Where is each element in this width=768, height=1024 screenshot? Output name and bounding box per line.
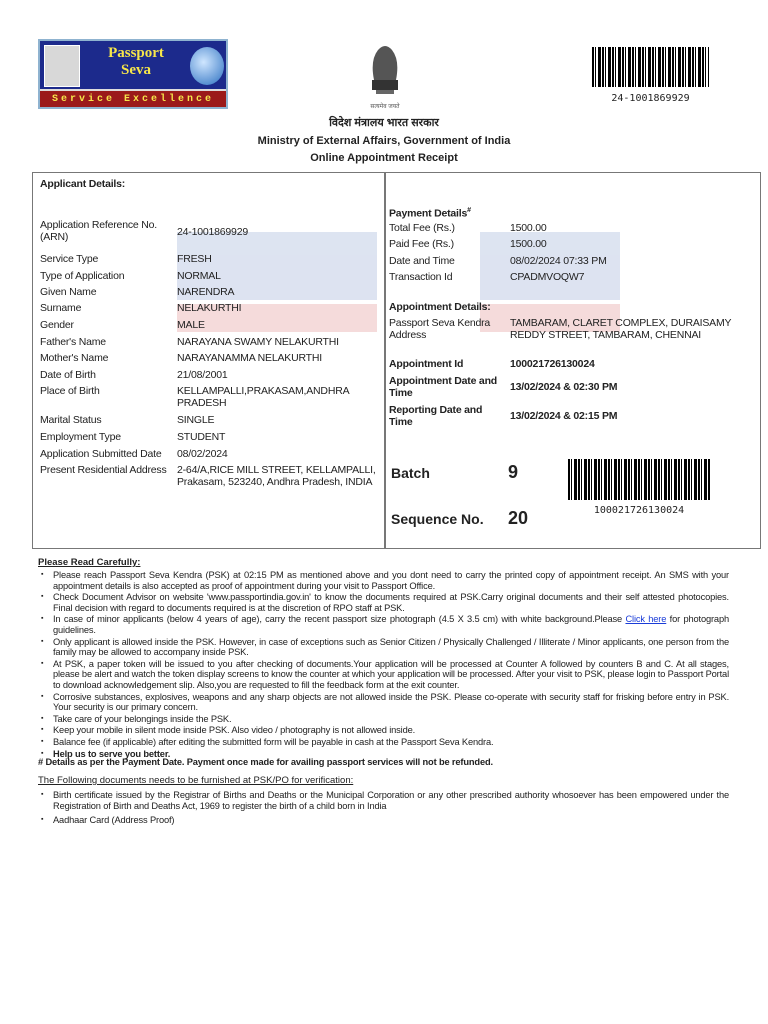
instruction-item: ▪ Corrosive substances, explosives, weapons and any sharp objects are not allowed inside the PSK. Please co-operate with security staff for frisking before entry in PSK. Your security is our primary concern. xyxy=(32,692,729,713)
appointment-barcode xyxy=(568,459,710,500)
applicant-field-label: Type of Application xyxy=(40,270,125,282)
payment-heading xyxy=(389,205,471,220)
click-here-suffix: for photograph guidelines. xyxy=(53,614,729,635)
footnote-mark: # xyxy=(467,207,471,214)
payment-field-label: Date and Time xyxy=(389,255,455,267)
applicant-field-value: NORMAL xyxy=(177,270,221,282)
psk-address-label: Passport Seva Kendra Address xyxy=(389,317,491,341)
emblem-motto: सत्यमेव जयते xyxy=(370,104,400,110)
appointment-field-value: 13/02/2024 & 02:15 PM xyxy=(510,410,618,422)
appointment-heading: Appointment Details: xyxy=(389,301,491,313)
globe-icon xyxy=(190,47,224,85)
logo-text: Passport xyxy=(108,45,164,61)
appointment-barcode-text: 100021726130024 xyxy=(593,505,685,516)
applicant-field-label: Application Submitted Date xyxy=(40,448,162,460)
instruction-item: ▪ Check Document Advisor on website 'www.passportindia.gov.in' to know the documents required at PSK.Carry original documents and their self attested photocopies. Final decision with regard to documents required is at the discretion of RPO staff at PSK. xyxy=(32,592,729,613)
applicant-field-value: MALE xyxy=(177,319,205,331)
applicant-field-value: NARENDRA xyxy=(177,286,235,298)
applicant-heading: Applicant Details: xyxy=(40,178,126,190)
instruction-item: ▪ Only applicant is allowed inside the PSK. However, in case of exceptions such as Senior Citizen / Physically Challenged / Illiterate / Minor applicants, one person from the family may be allowed to accompany inside PSK. xyxy=(32,637,729,658)
document-item: ▪ Birth certificate issued by the Registrar of Births and Deaths or the Municipal Corporation or any other prescribed authority whosoever has been empowered under the Registration of Birth and Deaths Act, 1969 to register the birth of a child born in India xyxy=(32,790,729,811)
national-emblem-icon xyxy=(362,40,408,102)
applicant-field-label: Mother's Name xyxy=(40,352,109,364)
documents-heading: The Following documents needs to be furnished at PSK/PO for verification: xyxy=(38,775,354,786)
applicant-field-label: Father's Name xyxy=(40,336,106,348)
instruction-item: ▪ At PSK, a paper token will be issued to you after checking of documents.Your application will be processed at Counter A followed by counters B and C. At all stages, please be alert and watch the token display screens to know the counter at which your application will be processed. After your visit to PSK, please login to Passport Portal to download acknowledgement slip. Also,you are requested to fill the feedback form at the exit counter. xyxy=(32,659,729,691)
payment-field-label: Total Fee (Rs.) xyxy=(389,222,455,234)
instruction-item: ▪ Balance fee (if applicable) after editing the submitted form will be payable in cash at the Passport Seva Kendra. xyxy=(32,737,729,748)
payment-field-value: 08/02/2024 07:33 PM xyxy=(510,255,607,267)
appointment-field-value: 100021726130024 xyxy=(510,358,595,370)
psk-address-value: TAMBARAM, CLARET COMPLEX, DURAISAMY REDDY STREET, TAMBARAM, CHENNAI xyxy=(510,317,732,341)
logo-band: Service Excellence xyxy=(40,89,226,107)
instructions-heading: Please Read Carefully: xyxy=(38,557,141,568)
payment-field-value: 1500.00 xyxy=(510,238,547,250)
arn-barcode xyxy=(592,47,709,87)
sequence-value: 20 xyxy=(508,508,529,528)
batch-value: 9 xyxy=(508,462,519,482)
ministry-name: Ministry of External Affairs, Government of India xyxy=(257,135,511,147)
payment-field-label: Transaction Id xyxy=(389,271,453,283)
applicant-field-value: NARAYANA SWAMY NELAKURTHI xyxy=(177,336,339,348)
applicant-field-label: Place of Birth xyxy=(40,385,100,397)
divider xyxy=(384,172,386,549)
instructions-list xyxy=(32,570,729,760)
instruction-item: ▪ Take care of your belongings inside the PSK. xyxy=(32,714,729,725)
watermark-logo xyxy=(177,232,377,332)
click-here-link[interactable]: Click here xyxy=(625,614,667,625)
applicant-field-value: NELAKURTHI xyxy=(177,302,242,314)
applicant-field-value: 21/08/2001 xyxy=(177,369,228,381)
refund-note: # Details as per the Payment Date. Payment once made for availing passport services will not be refunded. xyxy=(38,757,493,767)
page-title: Online Appointment Receipt xyxy=(310,152,458,164)
appointment-field-label: Reporting Date and Time xyxy=(389,404,483,428)
applicant-field-label: Given Name xyxy=(40,286,97,298)
payment-field-value: 1500.00 xyxy=(510,222,547,234)
applicant-field-label: Employment Type xyxy=(40,431,121,443)
documents-list xyxy=(32,790,729,827)
applicant-field-label: Application Reference No. (ARN) xyxy=(40,219,157,243)
applicant-field-value: KELLAMPALLI,PRAKASAM,ANDHRA PRADESH xyxy=(177,385,349,409)
sequence-label: Sequence No. xyxy=(391,511,484,527)
passport-seva-logo xyxy=(38,39,228,109)
applicant-field-label: Marital Status xyxy=(40,414,102,426)
instruction-item: ▪ Please reach Passport Seva Kendra (PSK) at 02:15 PM as mentioned above and you dont need to carry the printed copy of appointment receipt. An SMS with your appointment details is also accepted as proof of appointment during your visit to Passport Office. xyxy=(32,570,729,591)
applicant-field-label: Service Type xyxy=(40,253,99,265)
applicant-field-value: STUDENT xyxy=(177,431,226,443)
hindi-title: विदेश मंत्रालय भारत सरकार xyxy=(329,117,439,129)
instruction-item: ▪ In case of minor applicants (below 4 years of age), carry the recent passport size photograph (4.5 X 3.5 cm) with white background.Please Click here for photograph guidelines. xyxy=(32,614,729,635)
applicant-field-label: Present Residential Address xyxy=(40,464,167,476)
logo-text: Seva xyxy=(121,62,151,78)
applicant-field-value: 24-1001869929 xyxy=(177,226,248,238)
document-item: ▪ Aadhaar Card (Address Proof) xyxy=(32,815,729,826)
applicant-field-value: FRESH xyxy=(177,253,212,265)
appointment-field-value: 13/02/2024 & 02:30 PM xyxy=(510,381,618,393)
applicant-field-value: 08/02/2024 xyxy=(177,448,228,460)
applicant-field-label: Surname xyxy=(40,302,82,314)
payment-heading-text: Payment Details xyxy=(389,207,468,220)
instruction-item: ▪ Help us to serve you better. xyxy=(32,749,729,760)
appointment-field-label: Appointment Date and Time xyxy=(389,375,497,399)
applicant-field-label: Date of Birth xyxy=(40,369,96,381)
payment-field-label: Paid Fee (Rs.) xyxy=(389,238,454,250)
applicant-field-value: NARAYANAMMA NELAKURTHI xyxy=(177,352,322,364)
applicant-field-label: Gender xyxy=(40,319,74,331)
payment-field-value: CPADMVOQW7 xyxy=(510,271,585,283)
appointment-field-label: Appointment Id xyxy=(389,358,464,370)
arn-barcode-text: 24-1001869929 xyxy=(611,93,690,104)
applicant-field-value: 2-64/A,RICE MILL STREET, KELLAMPALLI, Prakasam, 523240, Andhra Pradesh, INDIA xyxy=(177,464,376,488)
instruction-item: ▪ Keep your mobile in silent mode inside PSK. Also video / photography is not allowed inside. xyxy=(32,725,729,736)
batch-label: Batch xyxy=(391,465,430,481)
applicant-field-value: SINGLE xyxy=(177,414,215,426)
emblem-icon xyxy=(44,45,80,87)
